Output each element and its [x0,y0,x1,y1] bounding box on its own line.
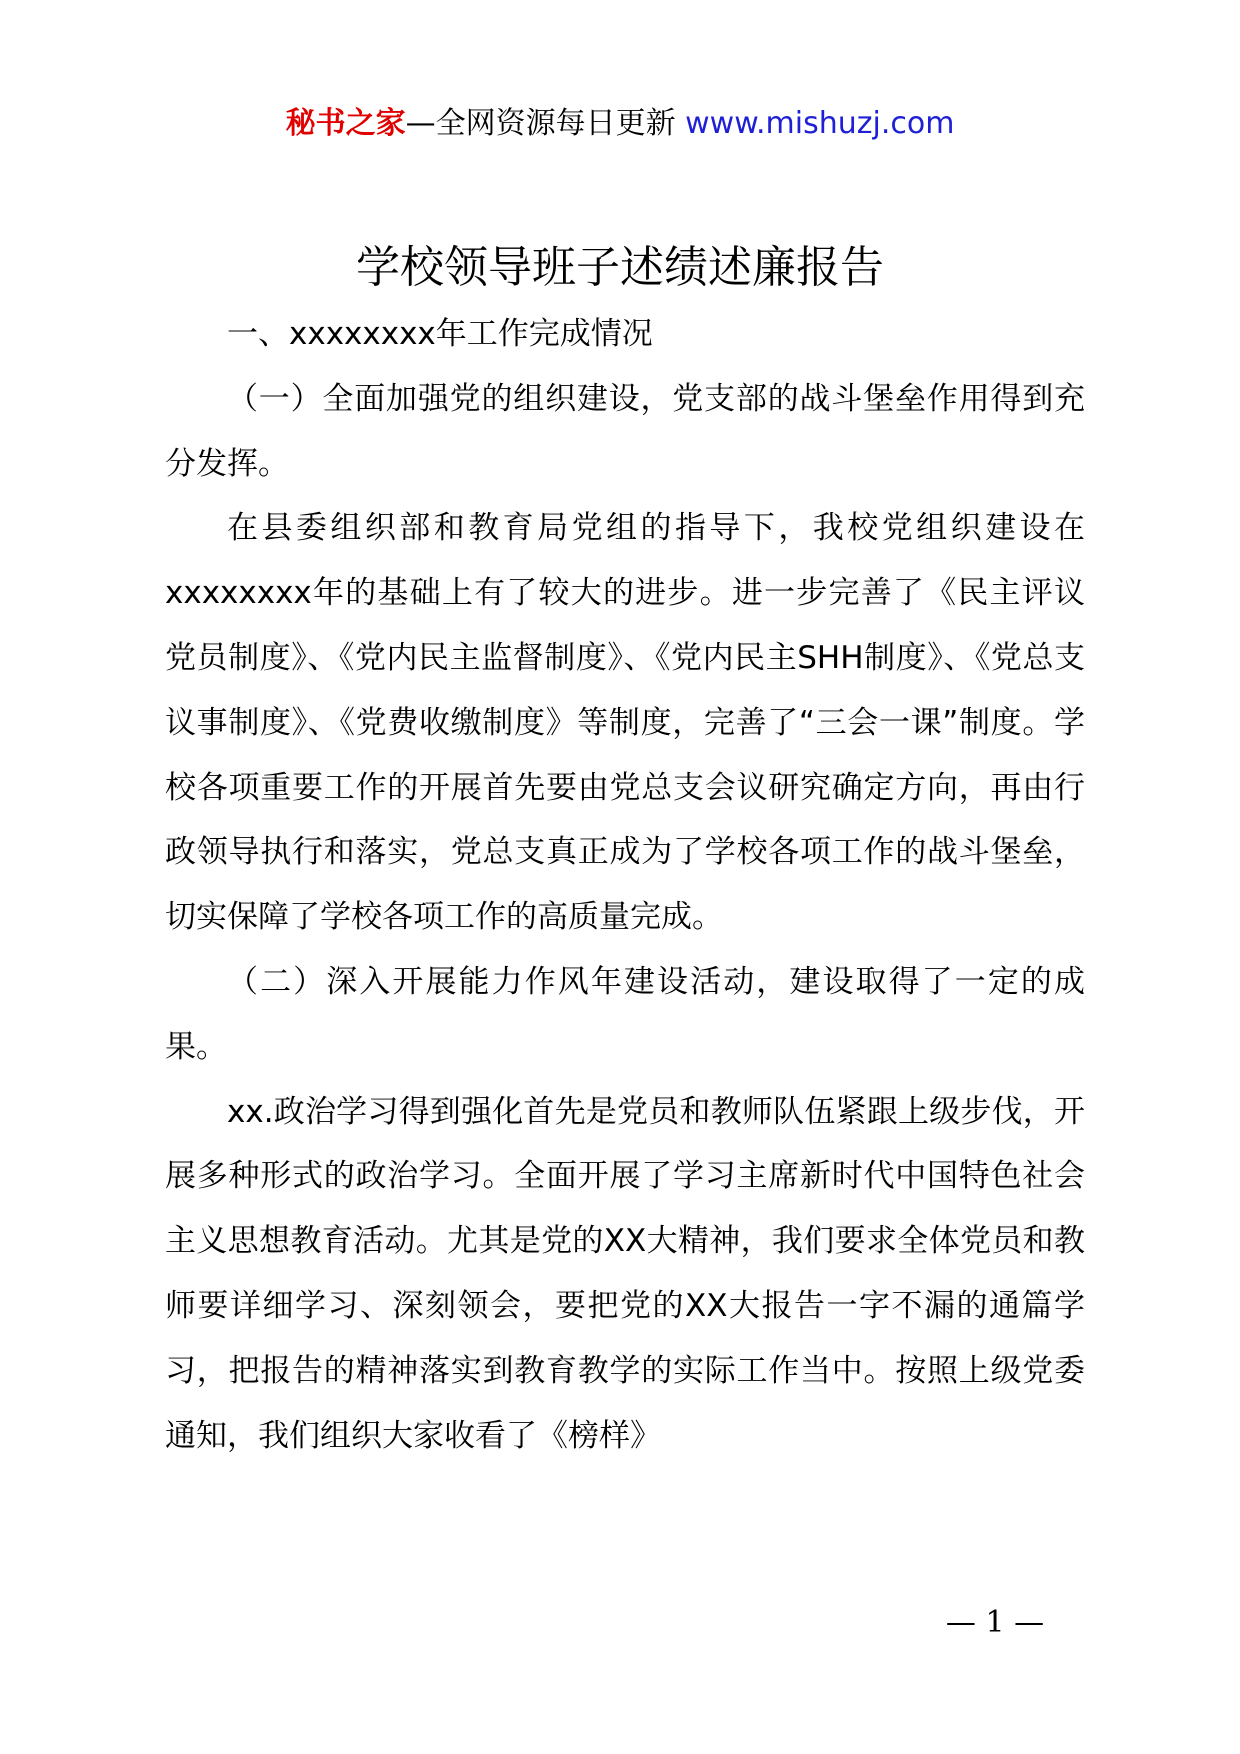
page-number: — 1 — [945,1605,1045,1640]
site-header [0,100,1240,148]
document-title: 学校领导班子述绩述廉报告 [356,242,884,293]
subsection-heading: （一）全面加强党的组织建设，党支部的战斗堡垒作用得到充分发挥。 [165,380,1085,482]
document-body [165,302,1085,1468]
subsection-heading: （二）深入开展能力作风年建设活动，建设取得了一定的成果。 [165,963,1085,1065]
header-slogan: —全网资源每日更新 [405,106,676,141]
brand-name: 秘书之家 [285,106,406,141]
body-paragraph: xx.政治学习得到强化首先是党员和教师队伍紧跟上级步伐，开展多种形式的政治学习。全面开展了学习主席新时代中国特色社会主义思想教育活动。尤其是党的XX大精神，我们要求全体党员和教师要详细学习、深刻领会，要把党的XX大报告一字不漏的通篇学习，把报告的精神落实到教育教学的实际工作当中。按照上级党委通知，我们组织大家收看了《榜样》 [165,1093,1085,1454]
body-paragraph: 在县委组织部和教育局党组的指导下，我校党组织建设在xxxxxxxx年的基础上有了较大的进步。进一步完善了《民主评议党员制度》、《党内民主监督制度》、《党内民主SHH制度》、《党总支议事制度》、《党费收缴制度》等制度，完善了“三会一课”制度。学校各项重要工作的开展首先要由党总支会议研究确定方向，再由行政领导执行和落实，党总支真正成为了学校各项工作的战斗堡垒，切实保障了学校各项工作的高质量完成。 [165,510,1085,936]
site-url-link[interactable]: www.mishuzj.com [685,106,955,141]
section-heading: 一、xxxxxxxx年工作完成情况 [227,316,653,352]
